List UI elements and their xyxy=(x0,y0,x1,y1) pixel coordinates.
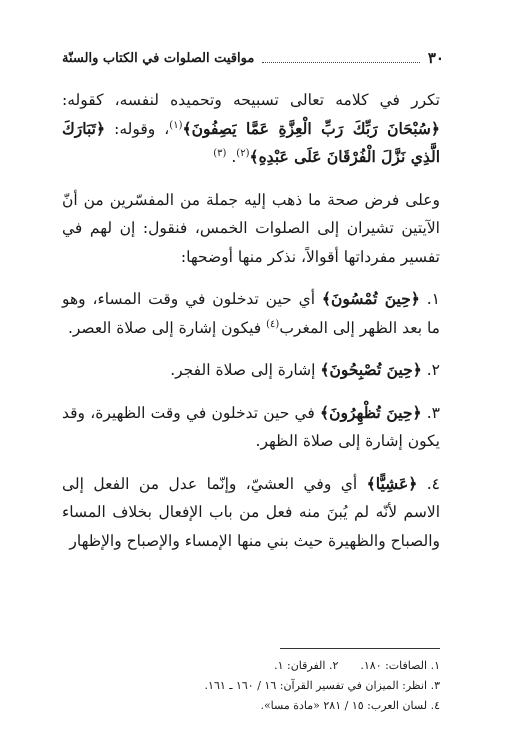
text-run: فيكون إشارة إلى صلاة العصر. xyxy=(67,318,267,337)
text-run: ٣. xyxy=(421,403,440,422)
footnote-2: ٢. الفرقان: ١. xyxy=(274,659,339,672)
text-run: ١. xyxy=(419,290,440,308)
running-title: مواقيت الصلوات في الكتاب والسنّة xyxy=(62,50,255,66)
footnotes xyxy=(62,656,440,716)
footnote-marker: (٣) xyxy=(213,147,227,159)
paragraph xyxy=(62,86,440,172)
text-run: إشارة إلى صلاة الفجر. xyxy=(170,361,321,379)
footnote-1: ١. الصافات: ١٨٠. xyxy=(360,659,440,672)
text-run: تكرر في كلامه تعالى تسبيحه وتحميده لنفسه، كقوله: xyxy=(62,91,440,109)
text-run: وعلى فرض صحة ما ذهب إليه جملة من المفسّرين من أنّ الآيتين تشيران إلى الصلوات الخمس، فنقول: إن لهم في تفسير مفرداتها أقوالاً، نذكر منها أوضحها: xyxy=(62,190,440,266)
footnote-4: ٤. لسان العرب: ١٥ / ٢٨١ «مادة مسا». xyxy=(260,699,440,712)
running-header xyxy=(62,44,444,72)
paragraph xyxy=(62,356,440,385)
text-run: ٢. xyxy=(421,361,440,379)
header-dotted-rule xyxy=(262,62,420,63)
footnote-marker: (١) xyxy=(169,119,183,131)
page-number: ٣٠ xyxy=(427,49,444,67)
quran-quote: ﴿حِينَ تُصْبِحُونَ﴾ xyxy=(320,360,422,379)
paragraph xyxy=(62,470,440,556)
footnote-separator xyxy=(280,648,440,649)
quran-quote: ﴿تَبَارَكَ الَّذِي نَزَّلَ الْفُرْقَانَ عَلَى عَبْدِهِ﴾ xyxy=(62,118,440,166)
footnote-3: ٣. انظر: الميزان في تفسير القرآن: ١٦ / ١٦٠ ـ ١٦١. xyxy=(204,679,440,692)
paragraph xyxy=(62,399,440,456)
footnote-marker: (٢) xyxy=(236,147,250,159)
footnote-marker: (٤) xyxy=(266,318,280,330)
text-run: . xyxy=(226,148,237,166)
paragraph xyxy=(62,186,440,272)
quran-quote: ﴿عَشِيًّا﴾ xyxy=(366,473,418,493)
text-run: ، وقوله: xyxy=(105,119,170,138)
quran-quote: ﴿حِينَ تُمْسُونَ﴾ xyxy=(321,289,420,308)
footnote-row xyxy=(62,656,440,676)
paragraph xyxy=(62,285,440,342)
text-run: في حين تدخلون في وقت الظهيرة، وقد يكون إشارة إلى صلاة الظهر. xyxy=(62,403,440,450)
quran-quote: ﴿حِينَ تُظْهِرُونَ﴾ xyxy=(320,402,422,422)
body-text xyxy=(62,86,440,569)
text-run: أي وفي العشيّ، وإنّما عدل من الفعل إلى الاسم لأنّه لم يُبنَ منه فعل من باب الإفعال بخلاف المساء والصباح والظهيرة حيث بني منها الإمساء والإصباح والإظهار xyxy=(62,474,440,550)
text-run: أي حين تدخلون في وقت المساء، وهو ما بعد الظهر إلى المغرب xyxy=(62,290,440,337)
text-run: ٤. xyxy=(417,474,440,493)
quran-quote: ﴿سُبْحَانَ رَبِّكَ رَبِّ الْعِزَّةِ عَمَّا يَصِفُونَ﴾ xyxy=(182,118,440,138)
